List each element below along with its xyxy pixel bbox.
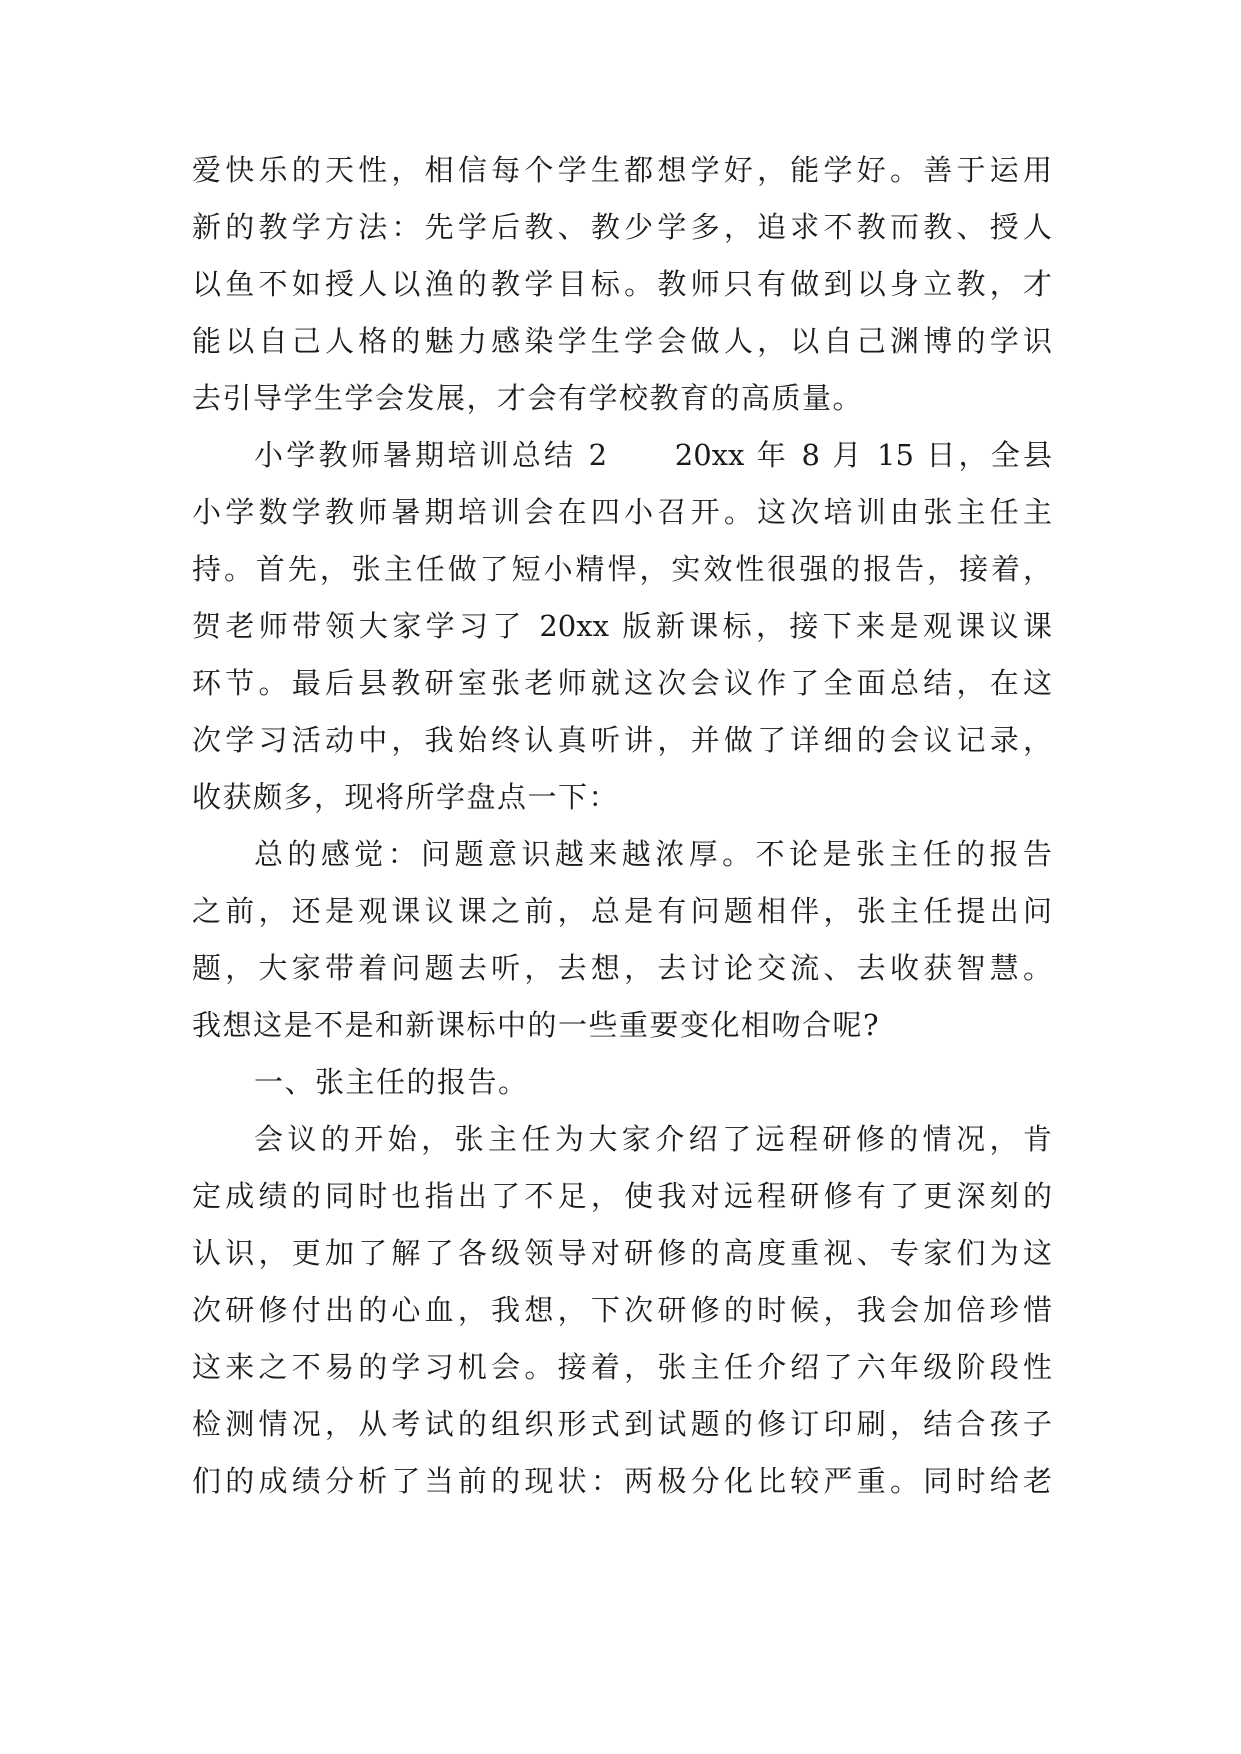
text-line: 贺老师带领大家学习了 20xx 版新课标，接下来是观课议课 <box>192 609 1052 643</box>
text-line: 次学习活动中，我始终认真听讲，并做了详细的会议记录， <box>192 723 1052 757</box>
text-line: 们的成绩分析了当前的现状：两极分化比较严重。同时给老 <box>192 1464 1052 1498</box>
text-line: 题，大家带着问题去听，去想，去讨论交流、去收获智慧。 <box>192 951 1052 985</box>
text-line: 新的教学方法：先学后教、教少学多，追求不教而教、授人 <box>192 210 1052 244</box>
text-line: 爱快乐的天性，相信每个学生都想学好，能学好。善于运用 <box>192 153 1052 187</box>
text-line: 检测情况，从考试的组织形式到试题的修订印刷，结合孩子 <box>192 1407 1052 1441</box>
paragraph-start-line: 总的感觉：问题意识越来越浓厚。不论是张主任的报告 <box>254 837 1052 871</box>
text-line: 次研修付出的心血，我想，下次研修的时候，我会加倍珍惜 <box>192 1293 1052 1327</box>
paragraph-start-line: 会议的开始，张主任为大家介绍了远程研修的情况，肯 <box>254 1122 1052 1156</box>
text-line: 我想这是不是和新课标中的一些重要变化相吻合呢? <box>192 1008 881 1042</box>
text-line: 收获颇多，现将所学盘点一下： <box>192 780 620 814</box>
heading-line: 一、张主任的报告。 <box>254 1065 529 1099</box>
text-line: 之前，还是观课议课之前，总是有问题相伴，张主任提出问 <box>192 894 1052 928</box>
text-line: 小学数学教师暑期培训会在四小召开。这次培训由张主任主 <box>192 495 1052 529</box>
text-line: 定成绩的同时也指出了不足，使我对远程研修有了更深刻的 <box>192 1179 1052 1213</box>
text-line: 以鱼不如授人以渔的教学目标。教师只有做到以身立教，才 <box>192 267 1052 301</box>
text-line: 这来之不易的学习机会。接着，张主任介绍了六年级阶段性 <box>192 1350 1052 1384</box>
text-line: 能以自己人格的魅力感染学生学会做人，以自己渊博的学识 <box>192 324 1052 358</box>
section-title-line: 小学教师暑期培训总结 2 20xx 年 8 月 15 日，全县 <box>254 438 1052 472</box>
text-line: 认识，更加了解了各级领导对研修的高度重视、专家们为这 <box>192 1236 1052 1270</box>
text-line: 持。首先，张主任做了短小精悍，实效性很强的报告，接着， <box>192 552 1052 586</box>
text-line: 去引导学生学会发展，才会有学校教育的高质量。 <box>192 381 864 415</box>
text-line: 环节。最后县教研室张老师就这次会议作了全面总结，在这 <box>192 666 1052 700</box>
